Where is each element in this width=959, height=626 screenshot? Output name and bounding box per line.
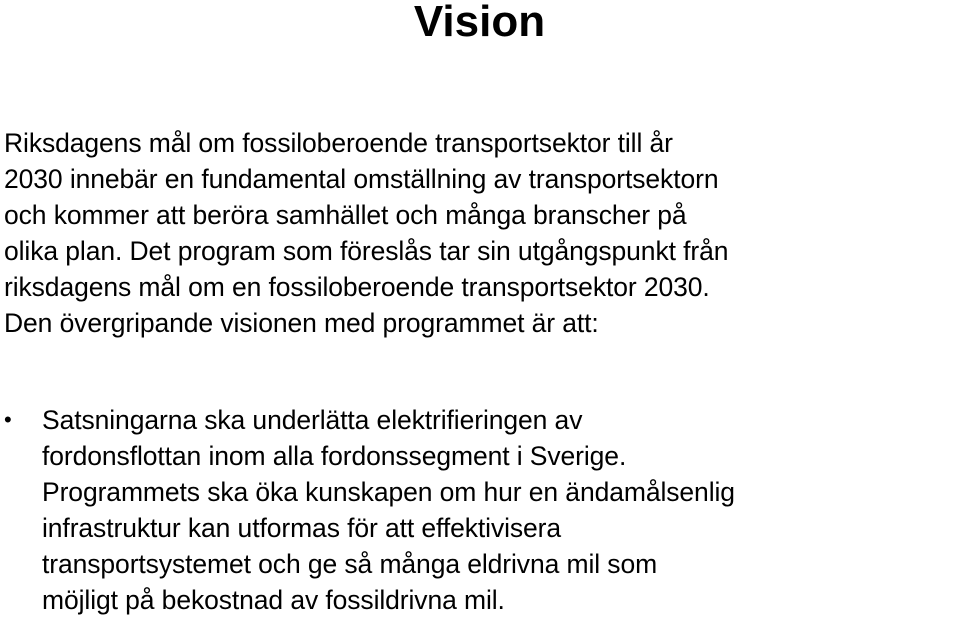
bullet-line: fordonsflottan inom alla fordonssegment i Sverige. (42, 441, 627, 471)
bullet-line: transportsystemet och ge så många eldrivna mil som (42, 549, 658, 579)
bullet-line: Satsningarna ska underlätta elektrifieringen av (42, 405, 583, 435)
intro-line: och kommer att beröra samhället och många branscher på (4, 200, 687, 230)
bullet-line: Programmets ska öka kunskapen om hur en ändamålsenlig (42, 477, 735, 507)
intro-line: olika plan. Det program som föreslås tar sin utgångspunkt från (4, 236, 729, 266)
bullet-line: infrastruktur kan utformas för att effektivisera (42, 513, 562, 543)
intro-line: Riksdagens mål om fossiloberoende transportsektor till år (4, 128, 673, 158)
slide-title: Vision (413, 0, 546, 46)
bullet-line: möjligt på bekostnad av fossildrivna mil. (42, 585, 505, 615)
bullet-marker: • (4, 407, 12, 432)
intro-line: 2030 innebär en fundamental omställning av transportsektorn (4, 164, 719, 194)
intro-line: Den övergripande visionen med programmet är att: (4, 308, 599, 338)
bullet-list (4, 402, 954, 618)
intro-line: riksdagens mål om en fossiloberoende transportsektor 2030. (4, 272, 710, 302)
intro-paragraph (4, 125, 954, 341)
bullet-item (4, 402, 954, 618)
